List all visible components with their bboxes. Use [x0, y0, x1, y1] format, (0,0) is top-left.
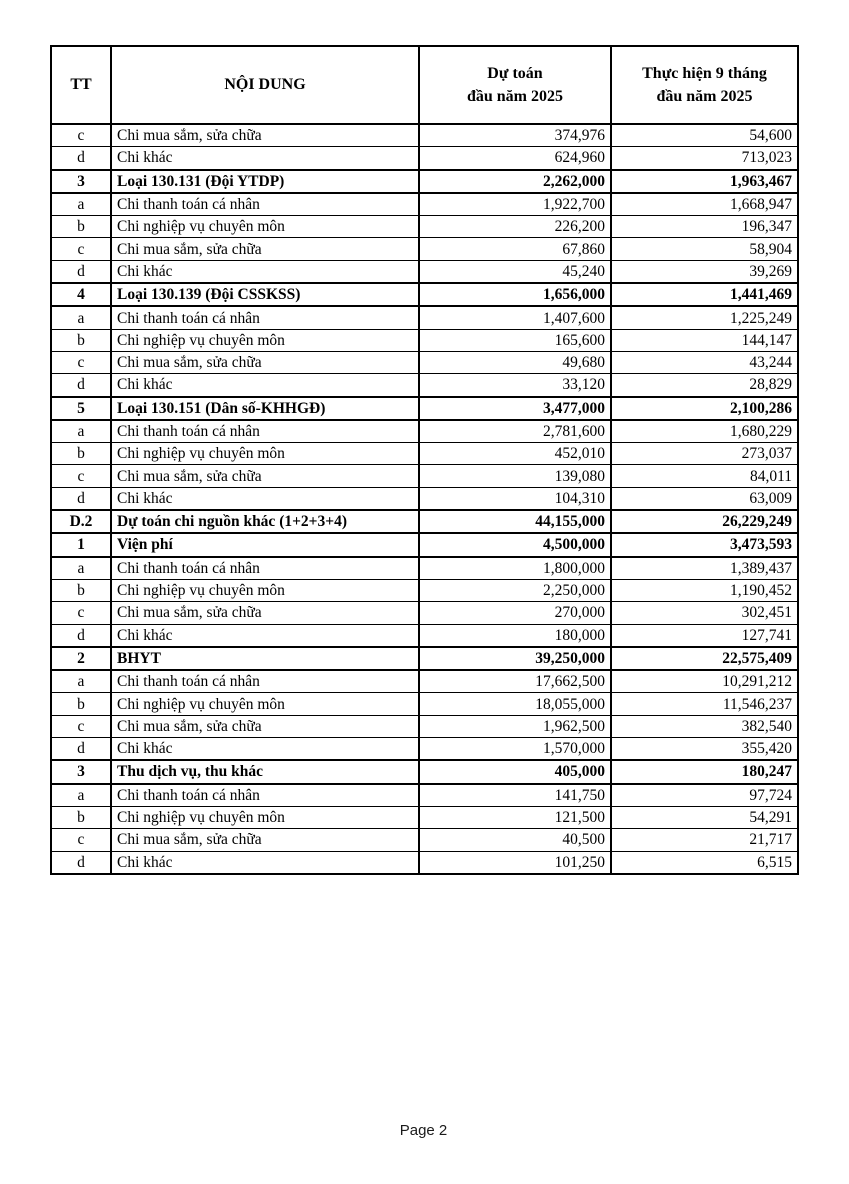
plan-value-cell: 1,407,600	[419, 306, 611, 329]
row-index-cell: d	[51, 260, 111, 283]
plan-value-cell: 374,976	[419, 124, 611, 147]
actual-value-cell: 58,904	[611, 238, 798, 260]
section-total-row	[51, 283, 798, 306]
actual-value-cell: 11,546,237	[611, 693, 798, 715]
actual-value-cell: 302,451	[611, 602, 798, 624]
section-total-row	[51, 533, 798, 556]
plan-value-cell: 180,000	[419, 624, 611, 647]
plan-value-cell: 44,155,000	[419, 510, 611, 533]
table-row	[51, 624, 798, 647]
actual-value-cell: 1,225,249	[611, 306, 798, 329]
row-index-cell: b	[51, 579, 111, 601]
row-index-cell: c	[51, 351, 111, 373]
content-cell: Chi mua sắm, sửa chữa	[111, 829, 419, 851]
actual-value-cell: 28,829	[611, 374, 798, 397]
content-cell: Chi nghiệp vụ chuyên môn	[111, 216, 419, 238]
row-index-cell: c	[51, 715, 111, 737]
plan-value-cell: 1,570,000	[419, 738, 611, 761]
row-index-cell: b	[51, 806, 111, 828]
content-cell: Chi khác	[111, 374, 419, 397]
actual-value-cell: 10,291,212	[611, 670, 798, 693]
table-row	[51, 806, 798, 828]
row-index-cell: c	[51, 238, 111, 260]
actual-value-cell: 84,011	[611, 465, 798, 487]
content-cell: Chi mua sắm, sửa chữa	[111, 465, 419, 487]
actual-value-cell: 54,291	[611, 806, 798, 828]
row-index-cell: c	[51, 829, 111, 851]
budget-table-header	[51, 46, 798, 124]
content-cell: Chi nghiệp vụ chuyên môn	[111, 579, 419, 601]
page-number: Page 2	[399, 1122, 448, 1139]
plan-value-cell: 40,500	[419, 829, 611, 851]
table-row	[51, 216, 798, 238]
content-cell: Chi mua sắm, sửa chữa	[111, 715, 419, 737]
table-row	[51, 738, 798, 761]
row-index-cell: b	[51, 693, 111, 715]
section-total-row	[51, 760, 798, 783]
actual-value-cell: 63,009	[611, 487, 798, 510]
table-row	[51, 715, 798, 737]
actual-value-cell: 273,037	[611, 443, 798, 465]
plan-value-cell: 165,600	[419, 329, 611, 351]
actual-value-cell: 1,190,452	[611, 579, 798, 601]
plan-value-cell: 1,800,000	[419, 557, 611, 580]
actual-value-cell: 180,247	[611, 760, 798, 783]
actual-value-cell: 6,515	[611, 851, 798, 874]
table-row	[51, 829, 798, 851]
actual-value-cell: 355,420	[611, 738, 798, 761]
table-row	[51, 851, 798, 874]
header-plan-line1: Dự toán	[487, 64, 543, 82]
row-index-cell: c	[51, 124, 111, 147]
actual-value-cell: 3,473,593	[611, 533, 798, 556]
plan-value-cell: 2,781,600	[419, 420, 611, 443]
content-cell: Loại 130.151 (Dân số-KHHGĐ)	[111, 397, 419, 420]
content-cell: Chi mua sắm, sửa chữa	[111, 602, 419, 624]
actual-value-cell: 54,600	[611, 124, 798, 147]
table-row	[51, 420, 798, 443]
plan-value-cell: 17,662,500	[419, 670, 611, 693]
header-plan	[419, 46, 611, 124]
table-row	[51, 693, 798, 715]
row-index-cell: a	[51, 193, 111, 216]
actual-value-cell: 21,717	[611, 829, 798, 851]
plan-value-cell: 270,000	[419, 602, 611, 624]
content-cell: Chi mua sắm, sửa chữa	[111, 124, 419, 147]
content-cell: Chi nghiệp vụ chuyên môn	[111, 693, 419, 715]
content-cell: Chi thanh toán cá nhân	[111, 784, 419, 807]
row-index-cell: a	[51, 557, 111, 580]
plan-value-cell: 101,250	[419, 851, 611, 874]
plan-value-cell: 2,250,000	[419, 579, 611, 601]
row-index-cell: 5	[51, 397, 111, 420]
section-total-row	[51, 510, 798, 533]
plan-value-cell: 45,240	[419, 260, 611, 283]
plan-value-cell: 2,262,000	[419, 170, 611, 193]
plan-value-cell: 121,500	[419, 806, 611, 828]
header-tt	[51, 46, 111, 124]
row-index-cell: 3	[51, 170, 111, 193]
actual-value-cell: 144,147	[611, 329, 798, 351]
content-cell: Chi mua sắm, sửa chữa	[111, 238, 419, 260]
actual-value-cell: 196,347	[611, 216, 798, 238]
content-cell: Viện phí	[111, 533, 419, 556]
content-cell: Chi mua sắm, sửa chữa	[111, 351, 419, 373]
actual-value-cell: 1,963,467	[611, 170, 798, 193]
row-index-cell: b	[51, 443, 111, 465]
content-cell: Chi khác	[111, 738, 419, 761]
plan-value-cell: 1,962,500	[419, 715, 611, 737]
actual-value-cell: 713,023	[611, 147, 798, 170]
table-row	[51, 238, 798, 260]
plan-value-cell: 1,656,000	[419, 283, 611, 306]
row-index-cell: d	[51, 851, 111, 874]
row-index-cell: 2	[51, 647, 111, 670]
plan-value-cell: 3,477,000	[419, 397, 611, 420]
plan-value-cell: 624,960	[419, 147, 611, 170]
content-cell: Chi khác	[111, 851, 419, 874]
actual-value-cell: 382,540	[611, 715, 798, 737]
header-plan-line2: đầu năm 2025	[466, 88, 564, 105]
row-index-cell: 4	[51, 283, 111, 306]
actual-value-cell: 39,269	[611, 260, 798, 283]
actual-value-cell: 1,680,229	[611, 420, 798, 443]
section-total-row	[51, 397, 798, 420]
content-cell: Chi khác	[111, 260, 419, 283]
plan-value-cell: 67,860	[419, 238, 611, 260]
table-row	[51, 374, 798, 397]
header-actual	[611, 46, 798, 124]
row-index-cell: b	[51, 216, 111, 238]
row-index-cell: 1	[51, 533, 111, 556]
plan-value-cell: 452,010	[419, 443, 611, 465]
actual-value-cell: 26,229,249	[611, 510, 798, 533]
table-row	[51, 351, 798, 373]
actual-value-cell: 2,100,286	[611, 397, 798, 420]
plan-value-cell: 139,080	[419, 465, 611, 487]
plan-value-cell: 1,922,700	[419, 193, 611, 216]
content-cell: Chi nghiệp vụ chuyên môn	[111, 443, 419, 465]
table-row	[51, 670, 798, 693]
actual-value-cell: 97,724	[611, 784, 798, 807]
plan-value-cell: 226,200	[419, 216, 611, 238]
actual-value-cell: 43,244	[611, 351, 798, 373]
actual-value-cell: 1,389,437	[611, 557, 798, 580]
header-actual-line2: đầu năm 2025	[656, 88, 753, 105]
content-cell: Chi khác	[111, 487, 419, 510]
table-row	[51, 329, 798, 351]
header-content-label: NỘI DUNG	[224, 76, 306, 94]
table-row	[51, 147, 798, 170]
plan-value-cell: 141,750	[419, 784, 611, 807]
plan-value-cell: 405,000	[419, 760, 611, 783]
row-index-cell: d	[51, 738, 111, 761]
content-cell: Thu dịch vụ, thu khác	[111, 760, 419, 783]
row-index-cell: b	[51, 329, 111, 351]
actual-value-cell: 22,575,409	[611, 647, 798, 670]
actual-value-cell: 127,741	[611, 624, 798, 647]
header-actual-line1: Thực hiện 9 tháng	[642, 64, 767, 82]
table-row	[51, 443, 798, 465]
section-total-row	[51, 647, 798, 670]
plan-value-cell: 4,500,000	[419, 533, 611, 556]
content-cell: Chi thanh toán cá nhân	[111, 557, 419, 580]
plan-value-cell: 33,120	[419, 374, 611, 397]
content-cell: Loại 130.131 (Đội YTDP)	[111, 170, 419, 193]
header-row	[51, 46, 798, 124]
content-cell: Chi khác	[111, 624, 419, 647]
table-row	[51, 193, 798, 216]
table-row	[51, 557, 798, 580]
content-cell: Chi thanh toán cá nhân	[111, 193, 419, 216]
row-index-cell: d	[51, 147, 111, 170]
row-index-cell: a	[51, 306, 111, 329]
content-cell: Chi thanh toán cá nhân	[111, 670, 419, 693]
budget-table	[50, 45, 799, 875]
table-row	[51, 306, 798, 329]
header-content	[111, 46, 419, 124]
row-index-cell: d	[51, 487, 111, 510]
section-total-row	[51, 170, 798, 193]
table-row	[51, 602, 798, 624]
table-row	[51, 487, 798, 510]
row-index-cell: c	[51, 602, 111, 624]
content-cell: Chi khác	[111, 147, 419, 170]
budget-table-body	[51, 124, 798, 874]
row-index-cell: 3	[51, 760, 111, 783]
table-row	[51, 784, 798, 807]
content-cell: Chi nghiệp vụ chuyên môn	[111, 806, 419, 828]
table-row	[51, 579, 798, 601]
row-index-cell: a	[51, 670, 111, 693]
content-cell: Dự toán chi nguồn khác (1+2+3+4)	[111, 510, 419, 533]
header-tt-label: TT	[70, 76, 92, 94]
row-index-cell: c	[51, 465, 111, 487]
actual-value-cell: 1,668,947	[611, 193, 798, 216]
row-index-cell: a	[51, 420, 111, 443]
plan-value-cell: 18,055,000	[419, 693, 611, 715]
plan-value-cell: 39,250,000	[419, 647, 611, 670]
plan-value-cell: 49,680	[419, 351, 611, 373]
row-index-cell: a	[51, 784, 111, 807]
table-row	[51, 260, 798, 283]
plan-value-cell: 104,310	[419, 487, 611, 510]
content-cell: BHYT	[111, 647, 419, 670]
actual-value-cell: 1,441,469	[611, 283, 798, 306]
table-row	[51, 465, 798, 487]
content-cell: Chi nghiệp vụ chuyên môn	[111, 329, 419, 351]
content-cell: Chi thanh toán cá nhân	[111, 420, 419, 443]
row-index-cell: d	[51, 374, 111, 397]
content-cell: Chi thanh toán cá nhân	[111, 306, 419, 329]
table-row	[51, 124, 798, 147]
content-cell: Loại 130.139 (Đội CSSKSS)	[111, 283, 419, 306]
row-index-cell: d	[51, 624, 111, 647]
row-index-cell: D.2	[51, 510, 111, 533]
